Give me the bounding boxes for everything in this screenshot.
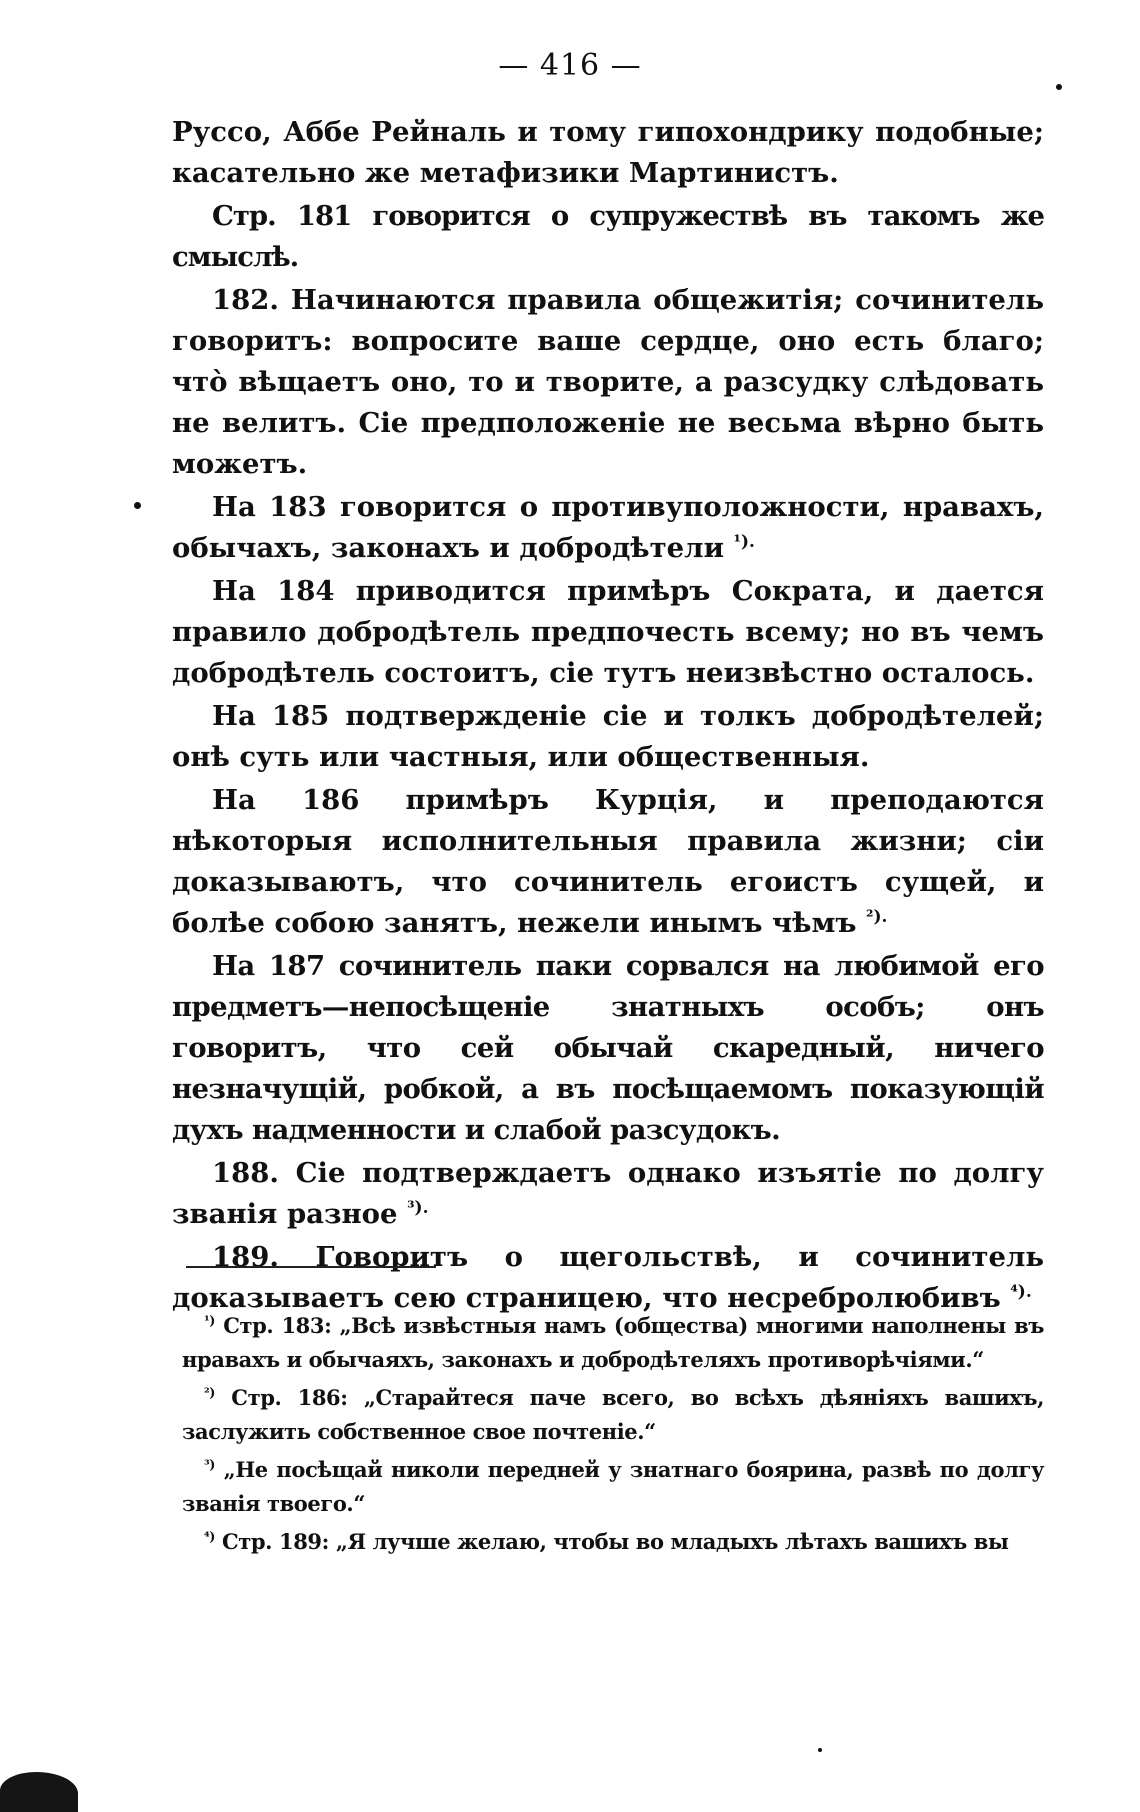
paragraph-text: На 185 подтвержденіе сіе и толкъ добродѣтелей; онѣ суть или частныя, или общественныя. xyxy=(172,700,1044,773)
paragraph-4 xyxy=(172,487,1044,569)
paragraph-text: 189. Говоритъ о щегольствѣ, и сочинитель доказываетъ сею страницею, что несребролюбивъ xyxy=(172,1241,1044,1314)
footnote-number: ⁴) xyxy=(204,1530,216,1545)
paragraph-text: На 186 примѣръ Курція, и преподаются нѣкоторыя исполнительныя правила жизни; сіи доказываютъ, что сочинитель егоистъ сущей, и болѣе собою занятъ, нежели инымъ чѣмъ xyxy=(172,784,1044,939)
footnote-number: ²) xyxy=(204,1386,216,1401)
corner-ink-blot xyxy=(0,1772,78,1812)
page-number: — 416 — xyxy=(498,48,642,83)
footnote-number: ¹) xyxy=(204,1314,216,1329)
scan-speck xyxy=(818,1748,822,1752)
scan-speck xyxy=(134,502,141,509)
footnote-number: ³) xyxy=(204,1458,216,1473)
scan-speck xyxy=(1056,84,1062,90)
paragraph-10 xyxy=(172,1237,1044,1319)
paragraph-6 xyxy=(172,696,1044,778)
paragraph-2 xyxy=(172,196,1044,278)
footnote-text: Стр. 186: „Старайтеся паче всего, во всѣхъ дѣяніяхъ вашихъ, заслужить собственное свое почтеніе.“ xyxy=(182,1385,1044,1444)
footnote-reference: ¹). xyxy=(733,531,755,552)
footnote-text: „Не посѣщай николи передней у знатнаго боярина, развѣ по долгу званія твоего.“ xyxy=(182,1457,1044,1516)
footnote-reference: ⁴). xyxy=(1010,1281,1032,1302)
footnote-reference: ³). xyxy=(407,1197,429,1218)
paragraph-1 xyxy=(172,112,1044,194)
main-text xyxy=(172,112,1044,1321)
paragraph-text: На 184 приводится примѣръ Сократа, и дается правило добродѣтель предпочесть всему; но въ чемъ добродѣтель состоитъ, сіе тутъ неизвѣстно осталось. xyxy=(172,575,1044,689)
footnote-text: Стр. 183: „Всѣ извѣстныя намъ (общества) многими наполнены въ нравахъ и обычаяхъ, законахъ и добродѣтеляхъ противорѣчіями.“ xyxy=(182,1313,1044,1372)
footnote-reference: ²). xyxy=(866,906,888,927)
footnote-text: Стр. 189: „Я лучше желаю, чтобы во младыхъ лѣтахъ вашихъ вы xyxy=(221,1529,1009,1554)
footnote-1 xyxy=(182,1309,1044,1377)
paragraph-9 xyxy=(172,1153,1044,1235)
paragraph-text: Руссо, Аббе Рейналь и тому гипохондрику подобные; касательно же метафизики Мартинистъ. xyxy=(172,116,1044,189)
paragraph-7 xyxy=(172,780,1044,944)
footnote-4 xyxy=(182,1525,1044,1559)
paragraph-text: 182. Начинаются правила общежитія; сочинитель говоритъ: вопросите ваше сердце, оно есть благо; что̀ вѣщаетъ оно, то и творите, а разсудку слѣдовать не велитъ. Сіе предположеніе не весьма вѣрно быть можетъ. xyxy=(172,284,1044,480)
footnote-3 xyxy=(182,1453,1044,1521)
paragraph-8 xyxy=(172,946,1044,1151)
footnotes xyxy=(182,1309,1044,1563)
footnote-divider xyxy=(186,1266,436,1268)
footnote-2 xyxy=(182,1381,1044,1449)
paragraph-text: На 183 говорится о противуположности, нравахъ, обычахъ, законахъ и добродѣтели xyxy=(172,491,1044,564)
paragraph-text: На 187 сочинитель паки сорвался на любимой его предметъ—непосѣщеніе знатныхъ особъ; онъ говоритъ, что сей обычай скаредный, ничего незначущій, робкой, а въ посѣщаемомъ показующій духъ надменности и слабой разсудокъ. xyxy=(172,950,1044,1146)
paragraph-3 xyxy=(172,280,1044,485)
paragraph-5 xyxy=(172,571,1044,694)
paragraph-text: 188. Сіе подтверждаетъ однако изъятіе по долгу званія разное xyxy=(172,1157,1044,1230)
paragraph-text: Стр. 181 говорится о супружествѣ въ такомъ же смыслѣ. xyxy=(172,200,1044,273)
